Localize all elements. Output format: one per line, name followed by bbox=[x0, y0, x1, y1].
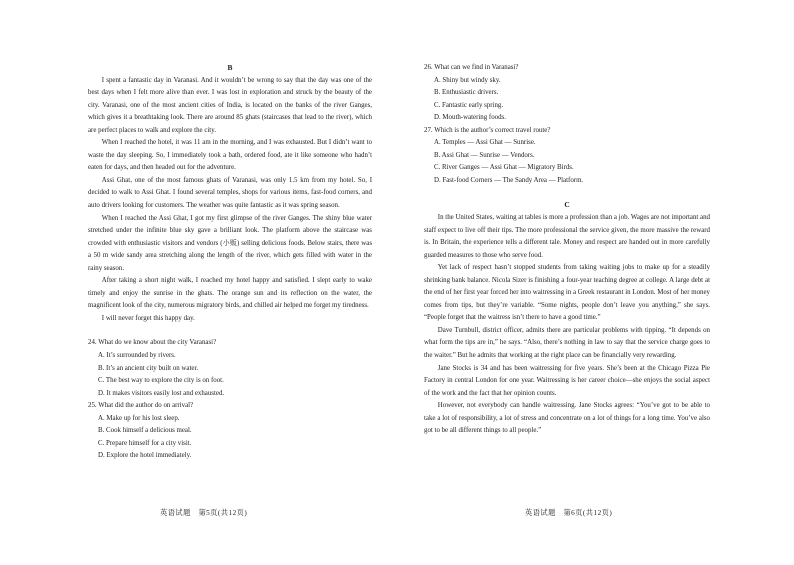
answer-option: A. It’s surrounded by rivers. bbox=[98, 352, 176, 360]
question-stem: 25. What did the author do on arrival? bbox=[88, 402, 194, 410]
answer-option: A. Temples — Assi Ghat — Sunrise. bbox=[434, 139, 536, 147]
right-page bbox=[424, 62, 710, 438]
passage-paragraph: Dave Turnbull, district officer, admits there are particular problems with tipping. “It depends on what form the tips are in,” he says. “Also, there’s nothing in law to say that the service charge goes to the waiter.” But he admits that working at the right place can be financially very rewarding. bbox=[424, 326, 710, 360]
question-stem: 27. Which is the author’s correct travel route? bbox=[424, 126, 551, 134]
answer-option: B. It’s an ancient city built on water. bbox=[98, 364, 199, 372]
question-25 bbox=[88, 400, 372, 463]
answer-option: C. The best way to explore the city is on foot. bbox=[98, 377, 224, 385]
section-title-b: B bbox=[227, 63, 233, 72]
passage-paragraph: After taking a short night walk, I reached my hotel happy and satisfied. I slept early to wake timely and enjoy the sunrise in the ghats. The orange sun and its reflection on the water, the magnificent look of the city, numerous migratory birds, and chilled air helped me forget my tiredness. bbox=[88, 277, 372, 310]
answer-option: A. Make up for his lost sleep. bbox=[98, 414, 180, 422]
page-footer-left: 英语试题 第5页(共12页) bbox=[160, 509, 248, 517]
passage-paragraph: Jane Stocks is 34 and has been waitressing for five years. She’s been at the Chicago Pizza Pie Factory in central London for one year. Waitressing is her career choice—she enjoys the social aspect of the work and the fact that her opinion counts. bbox=[424, 364, 710, 397]
answer-option: B. Enthusiastic drivers. bbox=[434, 89, 499, 97]
question-27 bbox=[424, 125, 710, 188]
answer-option: B. Cook himself a delicious meal. bbox=[98, 427, 192, 435]
passage-paragraph: In the United States, waiting at tables is more a profession than a job. Wages are not important and staff expect to live off their tips. The more professional the service given, the more massive the reward is. In Britain, the experience tells a different tale. Money and respect are handed out in more carefully guarded measures to those who serve food. bbox=[424, 214, 710, 259]
question-24 bbox=[88, 337, 372, 400]
passage-paragraph: However, not everybody can handle waitressing. Jane Stocks agrees: “You’ve got to be able to take a lot of responsibility, a lot of stress and concentrate on a lot of things for a long time. You’ve also got to be all different things to all people.” bbox=[424, 402, 710, 435]
answer-option: A. Shiny but windy sky. bbox=[434, 76, 501, 84]
question-26 bbox=[424, 62, 710, 125]
answer-option: D. It makes visitors easily lost and exhausted. bbox=[98, 389, 225, 397]
question-stem: 26. What can we find in Varanasi? bbox=[424, 64, 519, 71]
passage-paragraph: I will never forget this happy day. bbox=[101, 314, 195, 322]
answer-option: B. Assi Ghat — Sunrise — Vendors. bbox=[434, 151, 535, 159]
answer-option: C. River Ganges — Assi Ghat — Migratory Birds. bbox=[434, 164, 574, 172]
answer-option: C. Prepare himself for a city visit. bbox=[98, 439, 192, 447]
left-page bbox=[88, 62, 372, 463]
answer-option: D. Explore the hotel immediately. bbox=[98, 452, 192, 460]
page-footer-right: 英语试题 第6页(共12页) bbox=[525, 509, 613, 517]
answer-option: C. Fantastic early spring. bbox=[434, 101, 504, 109]
passage-paragraph: Assi Ghat, one of the most famous ghats of Varanasi, was only 1.5 km from my hotel. So, I decided to walk to Assi Ghat. I found several temples, shops for various items, fast-food corners, and auto drivers looking for customers. The weather was quite fantastic as it was spring season. bbox=[88, 176, 372, 210]
passage-paragraph: When I reached the Assi Ghat, I got my first glimpse of the river Ganges. The shiny blue water stretched under the infinite blue sky gave a brilliant look. The platform above the staircase was crowded with enthusiastic visitors and vendors (小贩) selling delicious foods. Below stairs, there was a 50 m wide sandy area stretching along the length of the river, which gets filled with water in the rainy season. bbox=[88, 214, 372, 272]
answer-option: D. Fast-food Corners — The Sandy Area — Platform. bbox=[434, 176, 584, 184]
passage-paragraph: I spent a fantastic day in Varanasi. And it wouldn’t be wrong to say that the day was one of the best days when I felt more alive than ever. I was lost in exploration and struck by the beauty of the city. Varanasi, one of the most ancient cities of India, is located on the banks of the river Ganges, which gives it a breathtaking look. There are around 85 ghats (staircases that lead to the river), which are perfect places to walk and explore the city. bbox=[88, 76, 372, 134]
passage-paragraph: When I reached the hotel, it was 11 am in the morning, and I was exhausted. But I didn’t want to waste the day sleeping. So, I immediately took a bath, ordered food, ate it like someone who hadn’t eaten for days, and then headed out for the adventure. bbox=[88, 139, 372, 172]
answer-option: D. Mouth-watering foods. bbox=[434, 114, 506, 122]
section-title-c: C bbox=[564, 200, 570, 210]
passage-paragraph: Yet lack of respect hasn’t stopped students from taking waiting jobs to make up for a steadily shrinking bank balance. Nicola Sizer is finishing a four-year teaching degree at college. A large debt at the end of her first year forced her into waitressing in a Greek restaurant in London. Most of her money comes from tips, but they’re variable. “Some nights, people don’t leave you anything,” she says. “People forget that the waitress isn’t there to have a good time.” bbox=[424, 264, 710, 322]
question-stem: 24. What do we know about the city Varanasi? bbox=[88, 339, 217, 347]
